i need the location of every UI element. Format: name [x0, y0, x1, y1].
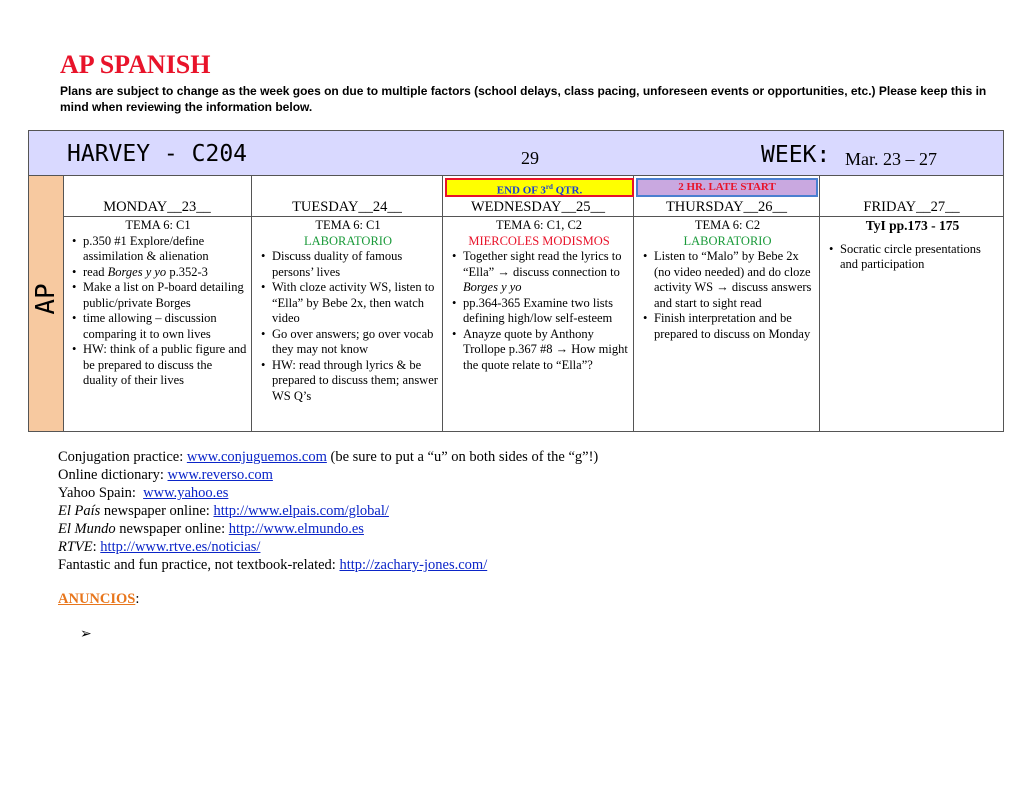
- activity-tag: MIERCOLES MODISMOS: [468, 233, 610, 248]
- list-item: • Anayze quote by Anthony Trollope p.367 #8 → How might the quote relate to “Ella”?: [463, 327, 629, 374]
- list-item-italic: Borges y yo: [463, 280, 522, 294]
- course-side-label: [29, 176, 64, 431]
- plan-header: [29, 131, 1003, 176]
- anuncios-label: ANUNCIOS: [58, 591, 136, 607]
- anuncios-colon: :: [135, 591, 140, 607]
- page-title: AP SPANISH: [60, 50, 211, 79]
- link-label: Yahoo Spain:: [58, 485, 144, 501]
- elmundo-link[interactable]: http://www.elmundo.es: [228, 521, 364, 537]
- tema-label: TEMA 6: C1: [315, 218, 381, 232]
- end-of-quarter-banner: END OF 3rd QTR.: [445, 178, 634, 197]
- list-item: • Socratic circle presentations and participation: [840, 242, 999, 273]
- day-header: FRIDAY__27__: [863, 199, 960, 215]
- tema-label: TEMA 6: C1, C2: [495, 218, 583, 232]
- tema-label: TEMA 6: C1: [125, 218, 191, 232]
- day-divider: [63, 216, 251, 217]
- elpais-link[interactable]: http://www.elpais.com/global/: [213, 503, 389, 519]
- day-header: TUESDAY__24__: [292, 199, 402, 215]
- link-label-italic: El Mundo: [58, 521, 116, 537]
- link-label: newspaper online:: [100, 503, 214, 519]
- link-label: Online dictionary:: [58, 467, 168, 483]
- list-item: • Make a list on P-board detailing public/private Borges: [83, 280, 247, 311]
- link-label-italic: El País: [58, 503, 101, 519]
- day-body: [258, 218, 438, 404]
- list-item-suffix: p.352-3: [166, 264, 208, 279]
- late-start-banner: 2 HR. LATE START: [636, 178, 818, 197]
- day-divider: [443, 216, 633, 217]
- anuncios-heading: [58, 591, 139, 608]
- list-item: [83, 265, 247, 281]
- day-body: [640, 218, 815, 342]
- list-item-italic: Borges y yo: [107, 264, 167, 279]
- link-label: :: [92, 539, 101, 555]
- link-row-zachary: [58, 556, 598, 574]
- list-item: • Discuss duality of famous persons’ lives: [272, 249, 438, 280]
- list-item: • With cloze activity WS, listen to “Ella” by Bebe 2x, then watch video: [272, 280, 438, 327]
- tema-label: TEMA 6: C2: [694, 218, 761, 232]
- link-row-yahoo: [58, 484, 598, 502]
- list-item: • HW: think of a public figure and be prepared to discuss the duality of their lives: [83, 342, 247, 389]
- week-number: 29: [521, 148, 539, 168]
- day-header: THURSDAY__26__: [665, 199, 788, 215]
- page-subtitle: Plans are subject to change as the week goes on due to multiple factors (school delays, class pacing, unforeseen events or opportunities, etc.) Please keep this in mind when reviewing the information below.: [60, 84, 987, 114]
- link-row-elpais: [58, 502, 598, 520]
- list-item: • time allowing – discussion comparing it to own lives: [83, 311, 247, 342]
- activity-tag: LABORATORIO: [304, 233, 392, 248]
- day-column-thursday: [634, 176, 820, 431]
- week-label: WEEK:: [761, 142, 831, 168]
- rtve-link[interactable]: http://www.rtve.es/noticias/: [100, 539, 261, 555]
- list-item: • p.350 #1 Explore/define assimilation & alienation: [83, 234, 247, 265]
- week-dates: Mar. 23 – 27: [845, 149, 937, 169]
- tema-label: TyI pp.173 - 175: [865, 218, 960, 233]
- arrow-bullet-icon: ➢: [80, 627, 92, 642]
- link-label-italic: RTVE: [58, 539, 93, 555]
- list-item: • pp.364-365 Examine two lists defining high/low self-esteem: [463, 296, 629, 327]
- lesson-plan-table: [28, 130, 1004, 432]
- link-label: Conjugation practice:: [58, 449, 187, 465]
- link-row-dictionary: [58, 466, 598, 484]
- day-header: WEDNESDAY__25__: [471, 199, 605, 215]
- day-column-tuesday: [252, 176, 443, 431]
- day-body: [449, 218, 629, 373]
- day-column-wednesday: [443, 176, 634, 431]
- day-column-friday: [820, 176, 1003, 431]
- link-label: Fantastic and fun practice, not textbook-related:: [58, 557, 340, 573]
- teacher-room: HARVEY - C204: [67, 141, 248, 167]
- list-item: • HW: read through lyrics & be prepared to discuss them; answer WS Q’s: [272, 358, 438, 405]
- list-item: • Finish interpretation and be prepared to discuss on Monday: [654, 311, 815, 342]
- list-item: • Together sight read the lyrics to “Ella” → discuss connection to Borges y yo: [463, 249, 629, 296]
- day-divider: [634, 216, 819, 217]
- side-label-text: AP: [31, 283, 61, 315]
- list-item-prefix: read: [83, 264, 108, 279]
- link-row-elmundo: [58, 520, 598, 538]
- list-item: • Listen to “Malo” by Bebe 2x (no video needed) and do cloze activity WS → discuss answers and start to sight read: [654, 249, 815, 311]
- link-note: (be sure to put a “u” on both sides of the “g”!): [326, 449, 599, 465]
- day-body: [69, 218, 247, 389]
- zachary-jones-link[interactable]: http://zachary-jones.com/: [339, 557, 488, 573]
- resource-links: [58, 448, 598, 574]
- link-row-conjugation: [58, 448, 598, 466]
- day-column-monday: [63, 176, 252, 431]
- list-item: • Go over answers; go over vocab they may not know: [272, 327, 438, 358]
- yahoo-link[interactable]: www.yahoo.es: [143, 485, 229, 501]
- day-divider: [820, 216, 1003, 217]
- link-row-rtve: [58, 538, 598, 556]
- reverso-link[interactable]: www.reverso.com: [167, 467, 273, 483]
- link-label: newspaper online:: [115, 521, 229, 537]
- conjuguemos-link[interactable]: www.conjuguemos.com: [186, 449, 327, 465]
- day-divider: [252, 216, 442, 217]
- day-header: MONDAY__23__: [103, 199, 211, 215]
- day-body: [826, 218, 999, 273]
- activity-tag: LABORATORIO: [683, 233, 772, 248]
